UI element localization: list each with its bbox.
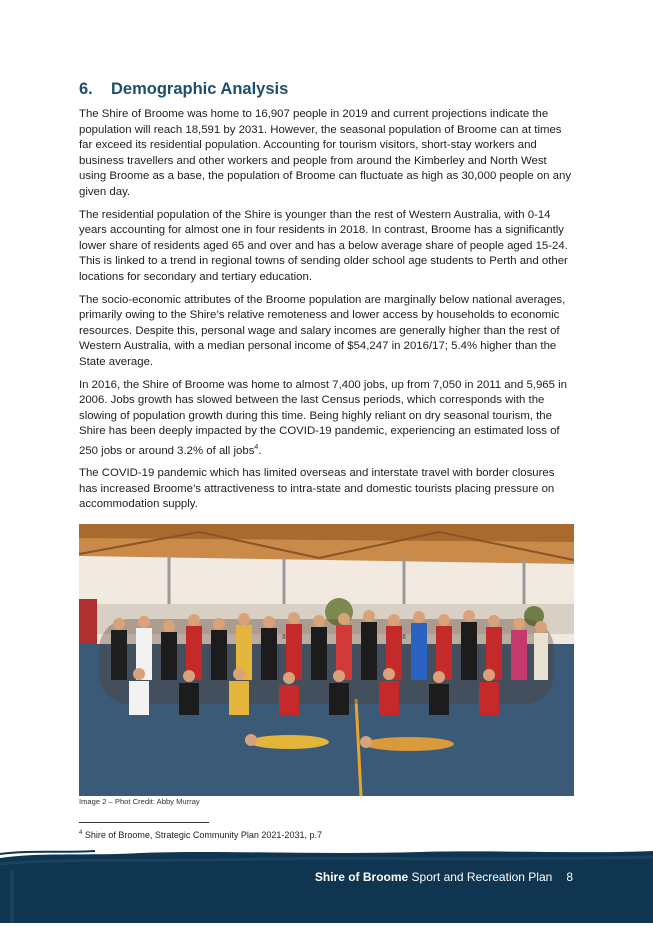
- footnote-reference[interactable]: 4: [254, 443, 259, 451]
- footer-text: [315, 870, 573, 884]
- paragraph-population: The Shire of Broome was home to 16,907 people in 2019 and current projections indicate the population will reach 18,591 by 2031. However, the seasonal population of Broome can at times far exceed its residential population. Accounting for tourism visitors, short-stay workers and business travellers and other workers and people from around the Kimberley and North West using Broome as a base, the population of Broome can fluctuate as high as 30,000 people on any given day.: [79, 108, 572, 198]
- footnote-mark: 4: [79, 830, 83, 836]
- team-photo: [79, 524, 574, 796]
- footnote: [79, 830, 322, 840]
- paragraph-socio-economic: The socio-economic attributes of the Broome population are marginally below national averages, primarily owing to the Shire’s relative remoteness and lower access by households to economic resources. Despite this, personal wage and salary incomes are generally higher than the rest of Western Australia, with a median personal income of $54,247 in 2016/17; 5.4% higher than the State average.: [79, 293, 566, 368]
- footer-doc-title: Sport and Recreation Plan: [408, 870, 553, 884]
- section-title: Demographic Analysis: [111, 80, 289, 98]
- team-photo-illustration: [79, 524, 574, 796]
- paragraph-age-profile: The residential population of the Shire is younger than the rest of Western Australia, with 0-14 years accounting for almost one in four residents in 2018. In contrast, Broome has a significantly lower share of residents aged 65 and over and has a below average share of people aged 15-24. This is linked to a trend in regional towns of sending older school age students to Perth and other locations for secondary and tertiary education.: [79, 208, 568, 283]
- paragraph-covid: The COVID-19 pandemic which has limited overseas and interstate travel with border closures has increased Broome’s attractiveness to intra-state and domestic tourists placing pressure on accommodation supply.: [79, 467, 555, 511]
- jobs-text-end: .: [258, 444, 262, 457]
- section-number: 6.: [79, 80, 93, 98]
- footer-brush-stroke: [0, 848, 653, 923]
- footer-org: Shire of Broome: [314, 870, 409, 884]
- image-caption: Image 2 – Phot Credit: Abby Murray: [79, 797, 200, 806]
- section-heading: [79, 80, 288, 99]
- page-number: 8: [566, 870, 573, 884]
- footnote-divider: [79, 822, 209, 823]
- jobs-text: In 2016, the Shire of Broome was home to almost 7,400 jobs, up from 7,050 in 2011 and 5,965 in 2006. Jobs growth has slowed between the last Census periods, which corresponds with the slowing of population growth during this time. Being highly reliant on dry seasonal tourism, the Shire has been deeply impacted by the COVID-19 pandemic, experiencing an estimated loss of 250 jobs or around 3.2% of all jobs: [79, 378, 567, 457]
- footnote-text: Shire of Broome, Strategic Community Plan 2021-2031, p.7: [82, 830, 322, 840]
- footer-band: [0, 848, 653, 923]
- body-text: [79, 107, 575, 520]
- paragraph-jobs: [79, 378, 575, 460]
